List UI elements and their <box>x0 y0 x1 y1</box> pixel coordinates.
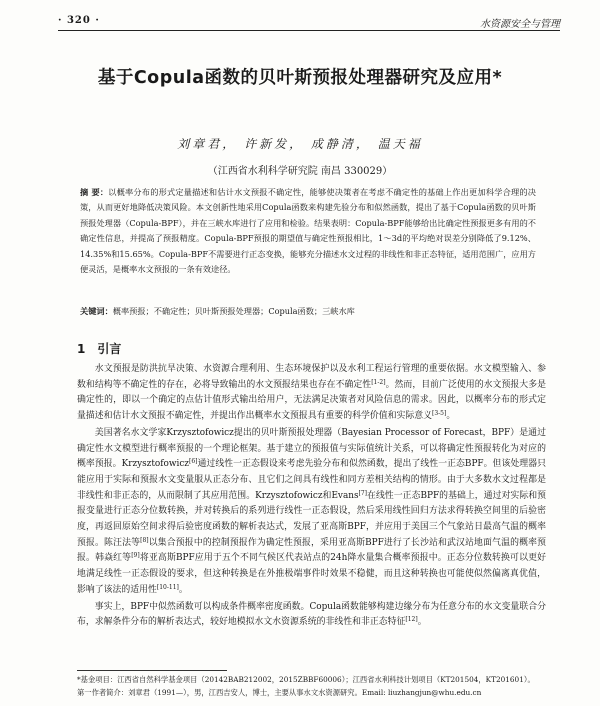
footnote-divider <box>77 670 227 671</box>
abstract <box>80 185 536 277</box>
paragraph-text: 水文预报是防洪抗旱决策、水资源合理利用、生态环境保护以及水利工程运行管理的重要依据。水文模型输入、参数和结构等不确定性的存在，必将导致输出的水文预报结果也存在不确定性 <box>77 364 546 390</box>
citation: [3-5] <box>432 410 447 418</box>
affiliation: （江西省水利科学研究院 南昌 330029） <box>207 166 393 177</box>
paragraph-text: 美国著名水文学家Krzysztofowicz提出的贝叶斯预报处理器（Bayesian Processor of Forecast，BPF）是通过确定性水文模型进行概率预报的一个理论框架。基于建立的预报值与实际值统计关系，可以将确定性预报转化为对应的概率预报。Krzysztofowicz <box>77 427 546 470</box>
author-list: 刘章君， 许新发， 成静清， 温天福 <box>177 137 423 151</box>
section-heading <box>77 340 121 357</box>
paragraph-text: 。然而，目前广泛使用的水文预报大多是确定性的，即以一个确定的点估计值形式输出给用户，无法满足决策者对风险信息的需求。因此，以概率分布的形式定量描述和估计水文预报不确定性，并提出作出概率水文预报具有重要的科学价值和实际意义 <box>77 379 546 422</box>
page-number: · 320 · <box>58 15 100 26</box>
citation: [9] <box>131 552 140 560</box>
citation: [8] <box>140 536 149 544</box>
section-number: 1 <box>77 342 86 356</box>
keywords-label: 关键词： <box>80 306 113 316</box>
journal-name: 水资源安全与管理 <box>480 19 560 30</box>
paragraph <box>77 362 546 425</box>
citation: [6] <box>188 458 198 466</box>
paragraph-text: 以集合预报中的控制预报作为确定性预报，采用亚高斯BPF进行了长沙站和武汉站地面气温的概率预报。韩焱红等 <box>77 537 546 564</box>
paragraph-text: 。 <box>446 411 456 422</box>
citation: [7] <box>358 489 368 497</box>
paragraph <box>77 426 546 599</box>
section-title: 引言 <box>97 342 122 356</box>
keywords-text: 概率预报；不确定性；贝叶斯预报处理器；Copula函数；三峡水库 <box>112 306 355 316</box>
abstract-label: 摘 要： <box>80 187 109 197</box>
footnote-author: 第一作者简介：刘章君（1991—），男，江西吉安人，博士，主要从事水文水资源研究。Email: liuzhangjun@whu.edu.cn <box>77 688 482 697</box>
citation: [1-2] <box>371 378 386 386</box>
paragraph-text: 。 <box>178 584 188 595</box>
paragraph-text: 事实上，BPF中似然函数可以构成条件概率密度函数。Copula函数能够构建边缘分布为任意分布的水文变量联合分布，求解条件分布的解析表达式，较好地模拟水文水资源系统的非线性和非正态特征 <box>77 601 546 628</box>
paragraph-text: 将亚高斯BPF应用于五个不同气候区代表站点的24h降水量集合概率预报中。正态分位数转换可以更好地满足线性一正态假设的要求，但这种转换是在外推极端事件时效果不稳健，而且这种转换也可能使似然偏离真优值，影响了该法的适用性 <box>77 553 547 595</box>
paper-title: 基于Copula函数的贝叶斯预报处理器研究及应用* <box>97 68 503 88</box>
citation: [10-11] <box>156 583 179 591</box>
keywords <box>80 306 536 317</box>
paragraph-text: 在线性一正态BPF的基础上，通过对实际和预报变量进行正态分位数转换，并对转换后的系列进行线性一正态假设，然后采用线性回归方法求得转换空间里的后验密度，再返回原始空间求得后验密度函数的解析表达式，发展了亚高斯BPF，并应用于美国三个气象站日最高气温的概率预报。陈汪法等 <box>77 490 546 548</box>
paragraph <box>77 600 546 631</box>
footnote-funding: *基金项目：江西省自然科学基金项目（20142BAB212002，2015ZBBF60006）；江西省水利科技计划项目（KT201504，KT201601）。 <box>77 675 535 684</box>
paragraph-text: 。 <box>417 617 427 628</box>
paragraph-text: 通过线性一正态假设来考虑先验分布和似然函数，提出了线性一正态BPF。但该处理器只能应用于实际和预报水文变量服从正态分布、且它们之间具有线性和同方差相关结构的情形。由于大多数水文过程都是非线性和非正态的，从而限制了其应用范围。Krzysztofowicz和Evans <box>77 459 546 501</box>
abstract-text: 以概率分布的形式定量描述和估计水文预报不确定性，能够使决策者在考虑不确定性的基础上作出更加科学合理的决策，从而更好地降低决策风险。本文创新性地采用Copula函数来构建先验分布和似然函数，提出了基于Copula函数的贝叶斯预报处理器（Copula-BPF），并在三峡水库进行了应用和检验。结果表明：Copula-BPF能够给出比确定性预报更多有用的不确定性信息，并提高了预报精度。Copula-BPF预报的期望值与确定性预报相比，1～3d的平均绝对误差分别降低了9.12%、14.35%和15.65%。Copula-BPF不需要进行正态变换，能够充分描述水文过程的非线性和非正态特征，适用范围广，应用方便灵活，是概率水文预报的一条有效途径。 <box>80 187 536 275</box>
body-text <box>77 362 546 631</box>
citation: [12] <box>405 616 418 624</box>
page-header <box>58 14 560 31</box>
